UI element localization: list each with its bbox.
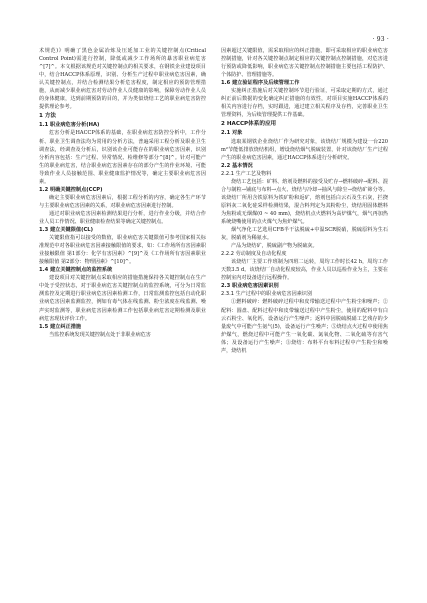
subsubsection-heading: 2.3.1 生产过程中的职业病危害因素识别 [221, 291, 312, 298]
subsection-heading: 1.5 建立纠正措施 [39, 323, 82, 330]
paragraph: 术规范)》明确了黑色金属冶炼及压延加工业的关键控制点(Critical Control Point)需进行控制，降低或减少工作场所的暴害职业病危害^[7]^。本文根据该规范对关键控制点的相关要求，在钢铁企业建设项目中，结合HACCP体系原理，识别、分析生产过程中职业病危害因素，确认关键控制点，并结合检测结果分析危害程度，制定相应的预防管理措施，从而减少职业病危害对劳动作业人员健康的影响，保障劳动作业人员的身体健康，达到前期预防的目的，并为类似烧结工艺的职业病危害防控提供理论参考。 [39, 48, 206, 111]
right-column [221, 47, 388, 355]
subsection-heading: 2.3 职业病危害因素识别 [221, 283, 279, 290]
subsection-heading: 2.1 对象 [221, 130, 243, 137]
paragraph: 烟气净化工艺选用CFB半干法脱硫+中温SCR脱硝，脱硫原料为生石灰，脱硝剂为稀氨水。 [221, 227, 388, 242]
paragraph: 实施纠正措施后对关键控制环节进行验证，可采取定期的方式，通过纠正前后数据的变化确定纠正措施的有效性，对项目实施HACCP体系的相关内容进行存档，实时跟进，通过建立相关程序及存档，完善职业卫生管理资料，为后续管理提供工作基础。 [221, 88, 388, 119]
paragraph: 危害分析是HACCP体系的基础，在职业病危害防控分析中，工作分析、职业卫生调查法均为常用的分析方法，普遍采用工程分析及职业卫生调查法，经调查及分析后，识别该企业可能存在的职业病危害因素，识别分析内容包括：生产过程、异常情况、检维修等部分^[8]^。针对可能产生的职业病危害，结合职业病危害因素存在的部分产生的作业环境、可能导致作业人员接触范围、职业健康监护情况等，确定主要职业病危害因素。 [39, 130, 206, 185]
paragraph: 当监控系统发现关键控制点处于非职业病危害 [49, 331, 151, 338]
paragraph: 烧结工艺包括：矿料、熔剂及燃料的接受及贮存→燃料破碎→配料、混合与制粒→铺底与布料→点火、烧结与冷却→抽风与除尘→烧结矿筛分等。该烧结厂所用含铁原料为铁矿粉和返矿，熔剂包括白云石及生石灰，拦挠原料灰二氧化硅采样检测结果，混合料判定为其粉粉尘，烧结用固体燃料为焦粉或无烟煤(0 ~ 40 mm)，烧结机点火燃料为高炉煤气，烟气再加热系统烧嘴使用的点火煤气为焦炉煤气。 [221, 178, 388, 225]
subsubsection-heading: 2.2.2 劳动制度及自动化程度 [221, 251, 287, 258]
paragraph: 选取某钢铁企业烧结厂作为研究对象，该烧结厂规模为建设一台220 m²节能低排放烧结机组，增设烧结烟气脱硫装置，针对该烧结厂生产过程产生的职业病危害因素，通过HACCP体系进行分析研究。 [221, 138, 388, 161]
subsection-heading: 1.4 建立关键控制点的监控系统 [39, 267, 113, 274]
paragraph: 该烧结厂主要工作班制为四班二运转，周均工作时长42 h，周均工作天数3.5 d。该烧结厂自动化程度较高，作业人员以巡检作业为主，主要在控制室内对设备进行远程操作。 [221, 259, 388, 282]
subsection-heading: 1.1 职业病危害分析(HA) [39, 122, 100, 129]
paragraph: 建设项目对关键控制点采取相应的措施措施保持各关键控制点在生产中处于受控状态，对于职业病危害关键控制点的监控系统，可分为日常监测监控及定期进行职业病危害因素检测工作，日常监测监控包括自动化职业病危害因素监测监控，例如有毒气体在线监测、粉尘浓度在线监测、噪声实时监测等，职业病危害因素检测工作包括职业病危害定期检测及职业病危害现状评价工作。 [39, 275, 206, 322]
paragraph: 产品为烧结矿，脱硫副产物为脱硫灰。 [231, 243, 318, 250]
page-number: · 93 · [372, 36, 389, 43]
subsection-heading: 1.3 建立关键限值(CL) [39, 227, 93, 234]
paragraph: ①燃料破碎：燃料破碎过程中和皮带输送过程中产生粉尘和噪声；②配料：圆盘、配料过程中和皮带输送过程中产生粉尘，使用的配料中有白云石粉尘、氧化钙，设备运行产生噪声；返料中因脱硫脱硝工艺残存的少量废气中可能产生氨气(5)，设备运行产生噪声；⑤烧结点火过程中使用焦炉煤气，燃烧过程中可能产生一氧化碳、氮氧化物、二氧化硫等有害气体；及设备运行产生噪声；③烧结：布料平台布料过程中产生粉尘和噪声，烧结机 [221, 299, 388, 354]
subsection-heading: 1.2 明确关键控制点(CCP) [39, 186, 103, 193]
section-heading: 1 方法 [39, 113, 57, 120]
subsubsection-heading: 2.2.1 生产工艺及物料 [221, 170, 272, 177]
left-column [39, 47, 206, 339]
subsection-heading: 1.6 建立验证程序及后续管理工作 [221, 80, 300, 87]
subsection-heading: 2.2 基本情况 [221, 162, 253, 169]
paragraph: 确定主要职业病危害因素后，根据工程分析的内容，确定各生产环节与主要职业病危害因素的关系，对职业病危害因素进行控制。 [39, 194, 206, 209]
paragraph: 因素超过关键限值，需采取相应的纠正措施，即可采取相应的职业病危害控制措施，针对各关键控制点制定相应的关键控制点控制措施，对危害进行预防或降低影响，职业病危害关键控制点控制措施主要包括工程防护、个体防护、管理措施等。 [221, 48, 388, 79]
paragraph: 关键限值指可以接受的数值，职业病危害关键限值可参考国家相关标准规范中对各职业病危害因素接触限值的要求，如：《工作场所有害因素职业接触限值 第1部分：化学有害因素》^[9]^及《工作场所有害因素职业接触限值 第2部分：物理因素》^[10]^。 [39, 235, 206, 266]
section-heading: 2 HACCP体系的应用 [221, 121, 277, 128]
paragraph: 通过对职业病危害因素检测结果进行分析，进行作业分级，并结合作业人员工作情况、职业健康检查结果等确定关键控制点。 [39, 210, 206, 225]
